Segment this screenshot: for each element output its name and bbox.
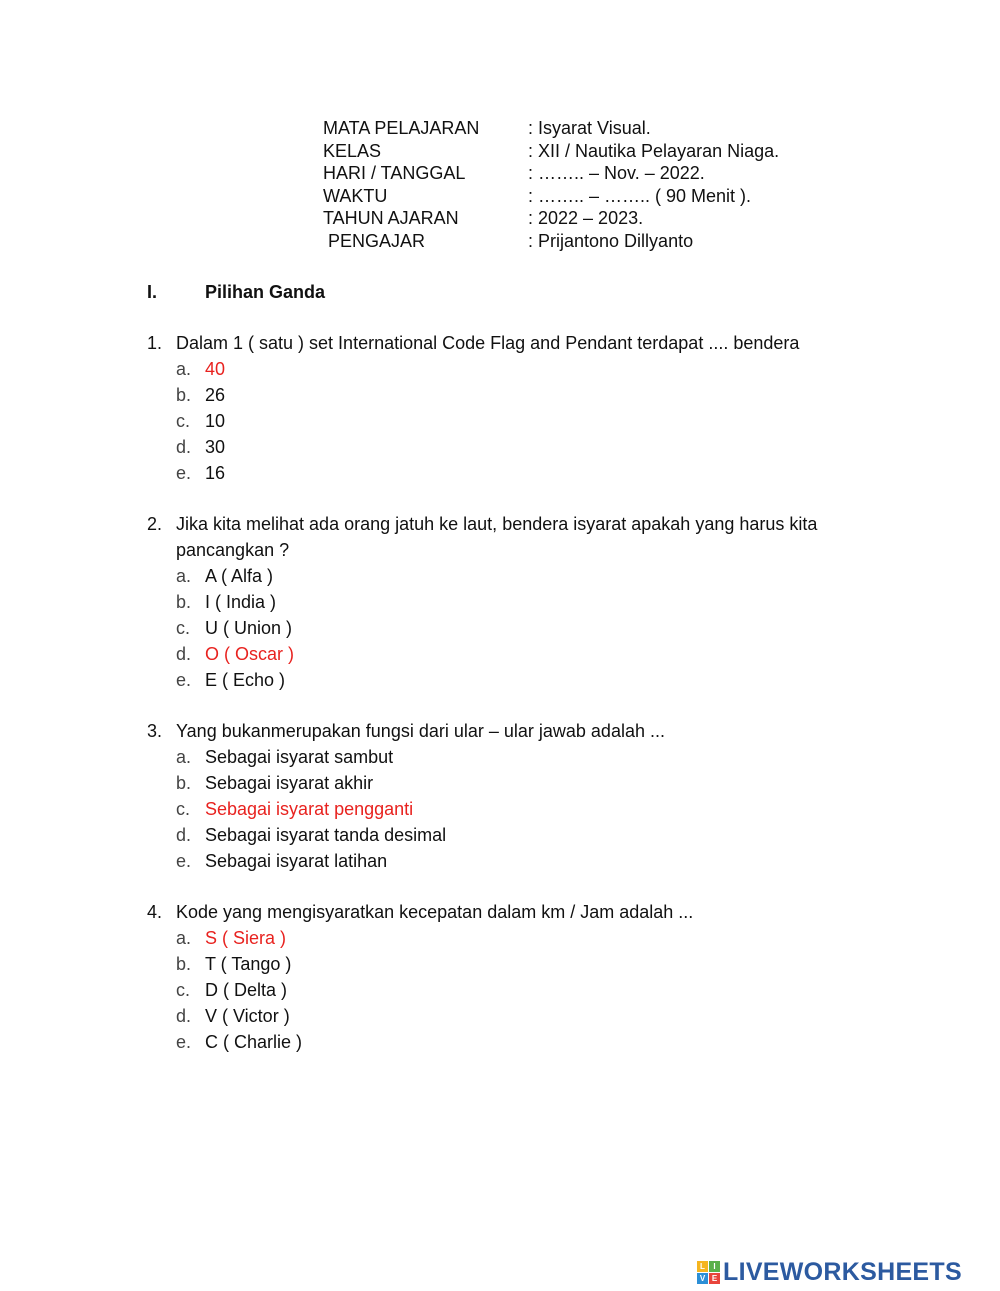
option-letter: a.: [176, 747, 192, 767]
option-text: C ( Charlie ): [205, 1031, 303, 1052]
option-a[interactable]: [176, 356, 896, 382]
logo-mark-icon: [697, 1261, 720, 1284]
option-letter: c.: [176, 617, 191, 638]
question-text: Yang bukanmerupakan fungsi dari ular – ular jawab adalah ...: [176, 721, 665, 741]
question-number: 2.: [147, 514, 163, 534]
header-value: : Prijantono Dillyanto: [528, 230, 694, 251]
option-letter: c.: [176, 979, 191, 1000]
option-text-correct: S ( Siera ): [205, 928, 287, 948]
option-letter: c.: [176, 798, 191, 819]
option-d[interactable]: [176, 1003, 876, 1029]
option-d[interactable]: [176, 822, 876, 848]
section-label: Pilihan Ganda: [205, 282, 326, 302]
option-text: 26: [205, 384, 226, 405]
option-c[interactable]: [176, 615, 876, 641]
question-number: 3.: [147, 721, 163, 741]
option-letter: e.: [176, 669, 192, 690]
question-2: [147, 511, 876, 692]
option-letter: c.: [176, 410, 191, 431]
option-e[interactable]: [176, 460, 896, 486]
option-text: A ( Alfa ): [205, 566, 274, 586]
header-info: [323, 117, 779, 253]
option-text-correct: O ( Oscar ): [205, 643, 294, 664]
header-label: TAHUN AJARAN: [323, 208, 459, 229]
option-letter: a.: [176, 566, 192, 586]
option-a[interactable]: [176, 925, 876, 951]
option-e[interactable]: [176, 1029, 876, 1055]
option-letter: a.: [176, 359, 192, 379]
option-text-correct: 40: [205, 359, 226, 379]
header-row-teacher: [323, 230, 779, 253]
option-text: I ( India ): [205, 591, 277, 612]
header-label: PENGAJAR: [323, 230, 426, 251]
question-3: [147, 718, 876, 873]
option-a[interactable]: [176, 563, 876, 589]
question-1: [147, 330, 896, 485]
option-letter: b.: [176, 591, 192, 612]
option-letter: d.: [176, 824, 192, 845]
logo-cell: E: [709, 1273, 720, 1284]
header-row-subject: [323, 117, 779, 140]
option-d[interactable]: [176, 641, 876, 667]
logo-text: LIVEWORKSHEETS: [723, 1258, 962, 1286]
header-label: WAKTU: [323, 185, 388, 206]
option-c[interactable]: [176, 796, 876, 822]
option-letter: e.: [176, 850, 192, 871]
option-text: Sebagai isyarat sambut: [205, 747, 394, 767]
header-value: : 2022 – 2023.: [528, 208, 644, 229]
header-label: MATA PELAJARAN: [323, 118, 480, 138]
option-letter: b.: [176, 384, 192, 405]
option-letter: d.: [176, 1005, 192, 1026]
option-text: E ( Echo ): [205, 669, 286, 690]
option-b[interactable]: [176, 951, 876, 977]
option-letter: b.: [176, 953, 192, 974]
option-text: T ( Tango ): [205, 953, 292, 974]
header-value: : …….. – …….. ( 90 Menit ).: [528, 185, 752, 206]
logo-cell: L: [697, 1261, 708, 1272]
header-value: : XII / Nautika Pelayaran Niaga.: [528, 140, 780, 161]
option-a[interactable]: [176, 744, 876, 770]
option-letter: d.: [176, 436, 192, 457]
header-row-class: [323, 140, 779, 163]
section-title: [147, 281, 325, 303]
option-letter: b.: [176, 772, 192, 793]
header-label: KELAS: [323, 140, 382, 161]
question-text: Kode yang mengisyaratkan kecepatan dalam km / Jam adalah ...: [176, 902, 694, 922]
header-value: : Isyarat Visual.: [528, 118, 651, 138]
logo-cell: I: [709, 1261, 720, 1272]
option-letter: d.: [176, 643, 192, 664]
option-e[interactable]: [176, 848, 876, 874]
question-number: 1.: [147, 333, 163, 353]
header-row-time: [323, 185, 779, 208]
header-row-date: [323, 162, 779, 185]
header-label: HARI / TANGGAL: [323, 163, 466, 184]
option-text: Sebagai isyarat tanda desimal: [205, 824, 447, 845]
section-number: I.: [147, 282, 158, 302]
option-letter: a.: [176, 928, 192, 948]
option-text: V ( Victor ): [205, 1005, 290, 1026]
option-c[interactable]: [176, 408, 896, 434]
option-b[interactable]: [176, 589, 876, 615]
option-letter: e.: [176, 462, 192, 483]
option-letter: e.: [176, 1031, 192, 1052]
option-d[interactable]: [176, 434, 896, 460]
question-text: Dalam 1 ( satu ) set International Code Flag and Pendant terdapat .... bendera: [176, 333, 800, 353]
question-text: Jika kita melihat ada orang jatuh ke laut, bendera isyarat apakah yang harus kita pancangkan ?: [176, 514, 818, 560]
header-value: : …….. – Nov. – 2022.: [528, 163, 705, 184]
option-c[interactable]: [176, 977, 876, 1003]
option-text: D ( Delta ): [205, 979, 288, 1000]
option-text: 16: [205, 462, 226, 483]
option-e[interactable]: [176, 667, 876, 693]
option-text: Sebagai isyarat akhir: [205, 772, 374, 793]
option-b[interactable]: [176, 770, 876, 796]
option-text: U ( Union ): [205, 617, 293, 638]
question-4: [147, 899, 876, 1054]
header-row-year: [323, 207, 779, 230]
option-b[interactable]: [176, 382, 896, 408]
question-number: 4.: [147, 902, 163, 922]
option-text: Sebagai isyarat latihan: [205, 850, 388, 871]
logo-cell: V: [697, 1273, 708, 1284]
liveworksheets-logo: [697, 1258, 962, 1287]
option-text: 30: [205, 436, 226, 457]
option-text-correct: Sebagai isyarat pengganti: [205, 798, 414, 819]
option-text: 10: [205, 410, 226, 431]
